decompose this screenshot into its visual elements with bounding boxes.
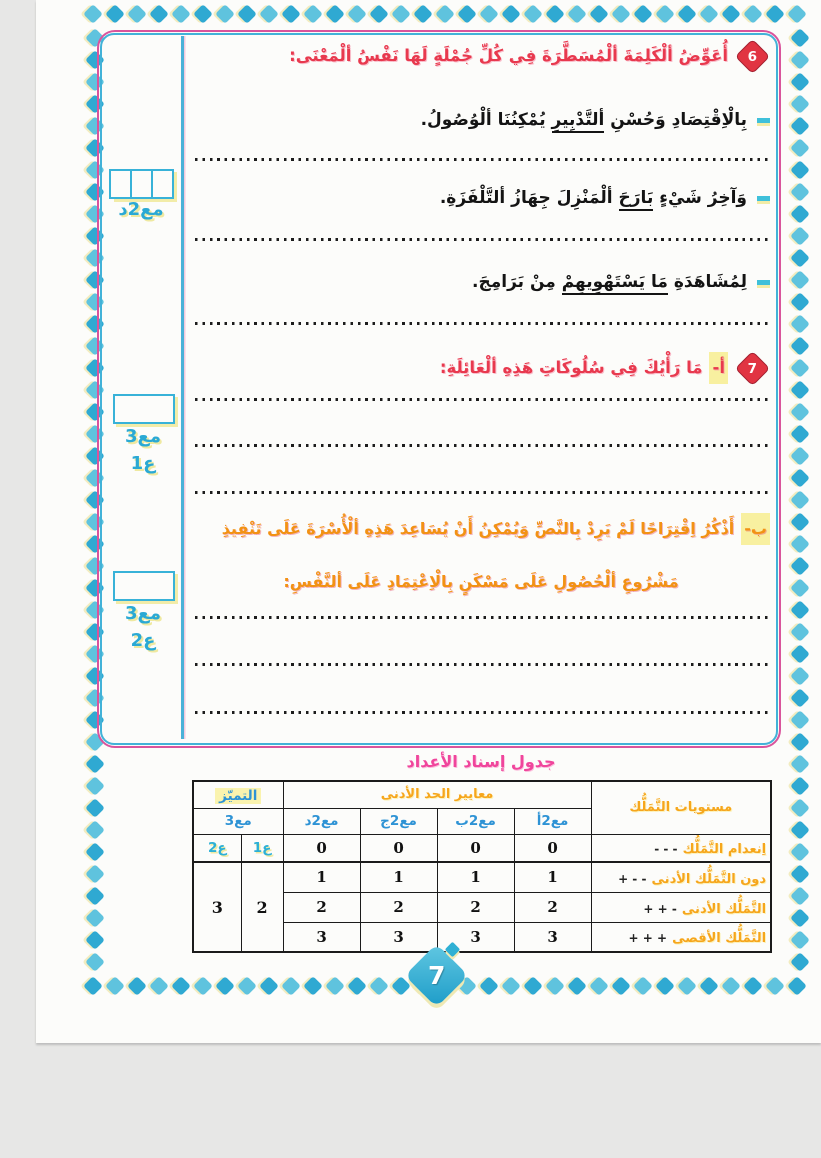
- criterion-label: مع3: [125, 426, 161, 447]
- e1-label: ع1: [241, 834, 283, 862]
- score-cell: [109, 169, 132, 199]
- score-cell-value: 3: [437, 922, 514, 952]
- col-header-levels: مستويات التَّمَلُّك: [591, 781, 771, 834]
- exercise7-part-b-line1: أَذْكُرُ اِقْتِرَاحًا لَمْ يَرِدْ بِالنَّصِّ وَيُمْكِنُ أَنْ يُسَاعِدَ هَذِهِ ألْأُسْرَةَ عَلَى تَنْفِيذِ: [221, 519, 735, 538]
- part-a-marker: أ-: [709, 352, 728, 384]
- col-header-m2a: مع2أ: [514, 808, 591, 834]
- part-b-marker: ب-: [741, 513, 770, 545]
- page-number: 7: [427, 961, 446, 990]
- sentence-1-underlined-word: ألتَّدْبِيرِ: [552, 110, 605, 133]
- distinction-e2-value: 3: [193, 862, 241, 952]
- answer-dotted-line: [195, 238, 768, 241]
- score-cell-value: 1: [283, 862, 360, 892]
- score-cell: [151, 169, 174, 199]
- sentence-1-post: يُمْكِنُنَا ألْوُصُولُ.: [420, 110, 552, 130]
- level-name: اِنعدام التَّمَلُّك: [682, 842, 767, 858]
- level-row-label: [591, 834, 771, 862]
- answer-dotted-line: [195, 616, 768, 619]
- col-header-criteria: معايير الحد الأدنى: [283, 781, 591, 808]
- score-cell-value: 0: [437, 834, 514, 862]
- exercise-number-badge: [735, 350, 770, 385]
- answer-dotted-line: [195, 444, 768, 447]
- exercise7-part-a-question: مَا رَأْيُكَ فِي سُلُوكَاتِ هَذِهِ ألْعَائِلَةِ:: [439, 358, 703, 377]
- score-cell-value: 3: [514, 922, 591, 952]
- col-header-m3: مع3: [193, 808, 283, 834]
- exercise7-title-row: [192, 352, 770, 384]
- sentence-row: [192, 266, 770, 298]
- exercise-number: 6: [747, 48, 758, 64]
- criterion-label: ع2: [130, 630, 156, 651]
- exercise7-part-b-row2: [192, 566, 770, 598]
- score-cell-value: 1: [437, 862, 514, 892]
- criterion-label: ع1: [130, 453, 156, 474]
- scoring-table-title: جدول إسناد الأعداد: [406, 752, 556, 771]
- score-cell-value: 3: [283, 922, 360, 952]
- score-cell-value: 0: [514, 834, 591, 862]
- level-name: التَّمَلُّك الأقصى: [672, 931, 767, 947]
- sentence-3-pre: لِمُشَاهَدَةِ: [667, 272, 747, 292]
- score-cell-value: 2: [437, 892, 514, 922]
- level-name: التَّمَلُّك الأدنى: [681, 901, 767, 917]
- col-header-distinction: [193, 781, 283, 808]
- score-cell-value: 0: [360, 834, 437, 862]
- score-cells-box: [111, 169, 174, 199]
- col-header-m2c: مع2ج: [360, 808, 437, 834]
- score-cell-value: 1: [514, 862, 591, 892]
- sentence-2-pre: وَآخِرُ شَيْءٍ: [653, 188, 747, 208]
- level-row-label: [591, 892, 771, 922]
- score-cell-value: 3: [360, 922, 437, 952]
- exercise7-part-b-row: [192, 513, 770, 545]
- exercise-number: 7: [747, 360, 758, 376]
- e2-label: ع2: [193, 834, 241, 862]
- level-name: دون التَّمَلُّك الأدنى: [651, 871, 767, 887]
- level-marks: - - -: [654, 842, 678, 857]
- sidebar-divider: [181, 36, 184, 739]
- dash-bullet-icon: [757, 118, 770, 123]
- sentence-1: [421, 104, 747, 136]
- distinction-e1-value: 2: [241, 862, 283, 952]
- criterion-label: مع2د: [118, 199, 164, 220]
- scoring-table: [192, 780, 772, 953]
- exercise6-title-row: [192, 40, 770, 72]
- score-cell-value: 2: [360, 892, 437, 922]
- score-box: [113, 394, 175, 424]
- exercise-content-box: [97, 30, 781, 748]
- answer-dotted-line: [195, 322, 768, 325]
- score-cell-value: 1: [360, 862, 437, 892]
- sentence-row: [192, 104, 770, 136]
- level-marks: + + +: [628, 931, 668, 946]
- col-header-m2d: مع2د: [283, 808, 360, 834]
- exercise7-part-b-line2: مَشْرُوعِ ألْحُصُولِ عَلَى مَسْكَنٍ بِالْاِعْتِمَادِ عَلَى ألنَّفْسِ:: [283, 572, 679, 591]
- exercise6-title: أُعَوِّضُ ألْكَلِمَةَ ألْمُسَطَّرَةَ فِي كُلِّ جُمْلَةٍ لَهَا نَفْسُ ألْمَعْنَى:: [289, 46, 728, 65]
- col-header-m2b: مع2ب: [437, 808, 514, 834]
- sentence-1-pre: بِالْاِقْتِصَادِ وَحُسْنِ: [604, 110, 747, 130]
- answer-dotted-line: [195, 711, 768, 714]
- criterion-label: مع3: [125, 603, 161, 624]
- exercise-number-badge: [735, 38, 770, 73]
- answer-dotted-line: [195, 398, 768, 401]
- sentence-3: [472, 266, 747, 298]
- dash-bullet-icon: [757, 280, 770, 285]
- level-marks: + - -: [618, 871, 647, 886]
- sentence-2-post: ألْمَنْزِلَ جِهَازُ ألتَّلْفَزَةِ.: [439, 188, 619, 208]
- score-box: [113, 571, 175, 601]
- score-cell-value: 2: [514, 892, 591, 922]
- distinction-label: التميّز: [215, 788, 261, 804]
- sentence-3-underlined-word: مَا يَسْتَهْوِيهِمْ: [562, 272, 668, 295]
- score-cell: [130, 169, 153, 199]
- answer-dotted-line: [195, 491, 768, 494]
- score-cell-value: 2: [283, 892, 360, 922]
- level-row-label: [591, 862, 771, 892]
- sentence-2: [440, 182, 747, 214]
- sentence-row: [192, 182, 770, 214]
- answer-dotted-line: [195, 158, 768, 161]
- level-row-label: [591, 922, 771, 952]
- sentence-2-underlined-word: بَارَحَ: [619, 188, 654, 211]
- dash-bullet-icon: [757, 196, 770, 201]
- answer-dotted-line: [195, 663, 768, 666]
- sentence-3-post: مِنْ بَرَامِجَ.: [472, 272, 562, 292]
- level-marks: + + -: [643, 901, 677, 916]
- score-cell-value: 0: [283, 834, 360, 862]
